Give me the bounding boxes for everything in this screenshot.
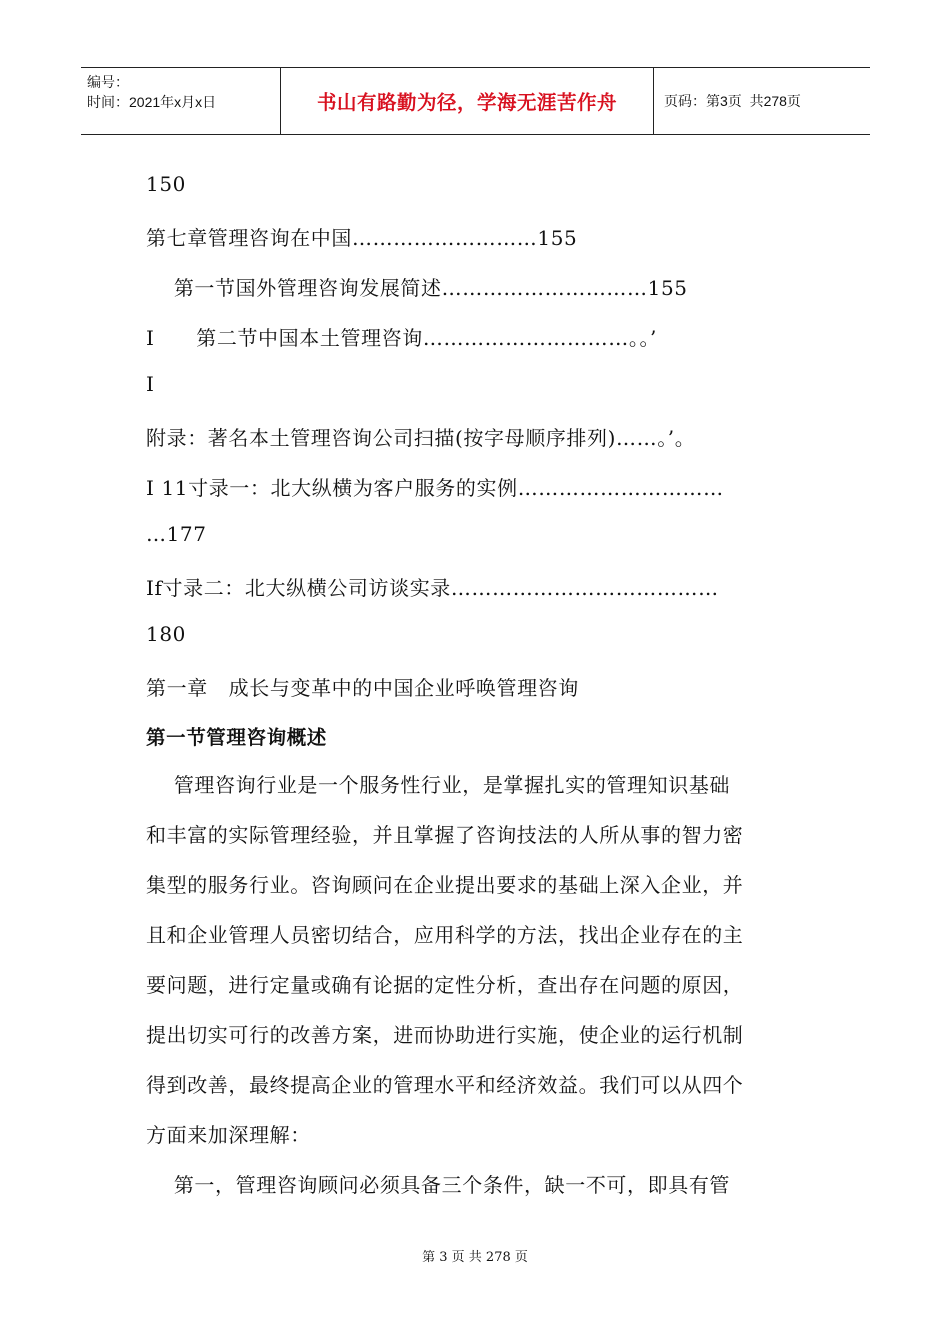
header-page-cell [654, 68, 870, 134]
header-meta-cell [81, 68, 281, 134]
paragraph-line: 提出切实可行的改善方案，进而协助进行实施，使企业的运行机制 [146, 1023, 744, 1047]
toc-line: If寸录二：北大纵横公司访谈实录………………………………… [146, 576, 719, 600]
paragraph-line: 且和企业管理人员密切结合，应用科学的方法，找出企业存在的主 [146, 923, 744, 947]
toc-line: 180 [146, 622, 186, 646]
toc-line: …177 [146, 522, 207, 546]
motto-text: 书山有路勤为径，学海无涯苦作舟 [316, 91, 617, 114]
toc-line: I 第二节中国本土管理咨询…………………………。。’ [146, 326, 658, 350]
paragraph-line: 得到改善，最终提高企业的管理水平和经济效益。我们可以从四个 [146, 1073, 744, 1097]
toc-line: 第一节国外管理咨询发展简述…………………………155 [146, 276, 688, 300]
paragraph-line: 和丰富的实际管理经验，并且掌握了咨询技法的人所从事的智力密 [146, 823, 744, 847]
toc-line: 150 [146, 172, 186, 196]
paragraph-line: 集型的服务行业。咨询顾问在企业提出要求的基础上深入企业，并 [146, 873, 744, 897]
chapter-title: 第一章 成长与变革中的中国企业呼唤管理咨询 [146, 676, 579, 700]
page-footer: 第 3 页 共 278 页 [422, 1250, 528, 1265]
header-motto-cell [281, 68, 654, 134]
toc-line: I 11寸录一：北大纵横为客户服务的实例………………………… [146, 476, 724, 500]
page-info: 页码：第3页 共278页 [664, 93, 801, 109]
toc-line: 第七章管理咨询在中国………………………155 [146, 226, 578, 250]
paragraph-line: 第一，管理咨询顾问必须具备三个条件，缺一不可，即具有管 [146, 1173, 731, 1197]
paragraph-line: 要问题，进行定量或确有论据的定性分析，查出存在问题的原因， [146, 973, 744, 997]
toc-line: 附录：著名本土管理咨询公司扫描(按字母顺序排列)……。’。 [146, 426, 696, 450]
paragraph-line: 方面来加深理解： [146, 1123, 311, 1147]
time-label: 时间：2021年x月x日 [87, 94, 217, 110]
section-heading: 第一节管理咨询概述 [146, 726, 327, 749]
page-header [81, 67, 870, 135]
toc-line: I [146, 372, 155, 396]
number-label: 编号： [87, 74, 129, 90]
paragraph-line: 管理咨询行业是一个服务性行业，是掌握扎实的管理知识基础 [146, 773, 731, 797]
